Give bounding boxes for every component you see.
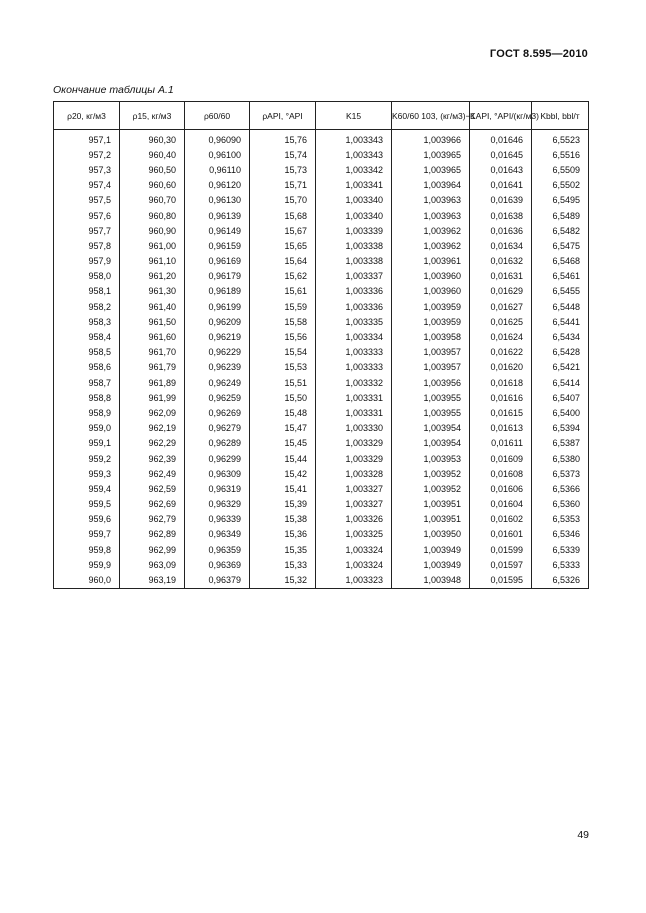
table-row [54, 360, 589, 375]
table-cell: 0,01608 [470, 466, 532, 481]
table-cell: 959,5 [54, 497, 120, 512]
table-row [54, 299, 589, 314]
table-cell: 1,003329 [316, 451, 392, 466]
page-number: 49 [577, 829, 589, 841]
table-cell: 1,003963 [392, 193, 470, 208]
table-cell: 1,003955 [392, 405, 470, 420]
table-cell: 958,7 [54, 375, 120, 390]
table-cell: 960,50 [120, 162, 185, 177]
table-cell: 0,01646 [470, 130, 532, 148]
table-cell: 15,71 [250, 178, 316, 193]
table-cell: 0,01631 [470, 269, 532, 284]
table-cell: 1,003961 [392, 254, 470, 269]
table-cell: 6,5448 [532, 299, 589, 314]
table-cell: 15,44 [250, 451, 316, 466]
table-cell: 0,96149 [185, 223, 250, 238]
table-cell: 958,6 [54, 360, 120, 375]
table-row [54, 466, 589, 481]
table-row [54, 223, 589, 238]
column-header: K15 [316, 102, 392, 130]
table-cell: 962,19 [120, 421, 185, 436]
table-cell: 0,01641 [470, 178, 532, 193]
table-row [54, 572, 589, 588]
table-cell: 0,01629 [470, 284, 532, 299]
table-cell: 15,61 [250, 284, 316, 299]
table-row [54, 178, 589, 193]
table-cell: 6,5353 [532, 512, 589, 527]
table-cell: 1,003332 [316, 375, 392, 390]
table-cell: 6,5455 [532, 284, 589, 299]
table-cell: 6,5495 [532, 193, 589, 208]
table-cell: 15,68 [250, 208, 316, 223]
table-row [54, 405, 589, 420]
table-cell: 957,2 [54, 147, 120, 162]
table-cell: 1,003329 [316, 436, 392, 451]
table-cell: 1,003955 [392, 390, 470, 405]
table-cell: 0,01599 [470, 542, 532, 557]
table-cell: 0,01602 [470, 512, 532, 527]
table-cell: 0,01615 [470, 405, 532, 420]
table-cell: 1,003953 [392, 451, 470, 466]
table-cell: 15,62 [250, 269, 316, 284]
table-cell: 6,5523 [532, 130, 589, 148]
table-cell: 15,53 [250, 360, 316, 375]
table-cell: 960,70 [120, 193, 185, 208]
table-cell: 6,5333 [532, 557, 589, 572]
table-cell: 959,9 [54, 557, 120, 572]
table-cell: 1,003957 [392, 360, 470, 375]
table-cell: 961,60 [120, 329, 185, 344]
table-row [54, 557, 589, 572]
column-header: ρAPI, °API [250, 102, 316, 130]
table-cell: 0,96349 [185, 527, 250, 542]
table-cell: 0,01618 [470, 375, 532, 390]
table-cell: 959,2 [54, 451, 120, 466]
table-cell: 6,5346 [532, 527, 589, 542]
table-cell: 0,96110 [185, 162, 250, 177]
table-cell: 1,003342 [316, 162, 392, 177]
table-cell: 0,96229 [185, 345, 250, 360]
table-cell: 0,01595 [470, 572, 532, 588]
table-cell: 6,5400 [532, 405, 589, 420]
table-cell: 0,96139 [185, 208, 250, 223]
table-cell: 1,003965 [392, 147, 470, 162]
column-header: K60/60 103, (кг/м3)−1 [392, 102, 470, 130]
table-cell: 15,50 [250, 390, 316, 405]
table-cell: 962,89 [120, 527, 185, 542]
table-cell: 1,003952 [392, 466, 470, 481]
table-cell: 1,003959 [392, 314, 470, 329]
table-cell: 15,33 [250, 557, 316, 572]
table-cell: 6,5468 [532, 254, 589, 269]
table-cell: 6,5421 [532, 360, 589, 375]
table-cell: 0,01601 [470, 527, 532, 542]
table-cell: 0,01606 [470, 481, 532, 496]
table-cell: 957,9 [54, 254, 120, 269]
table-caption: Окончание таблицы А.1 [53, 84, 174, 96]
table-cell: 1,003336 [316, 284, 392, 299]
table-row [54, 208, 589, 223]
table-cell: 15,65 [250, 238, 316, 253]
table-cell: 1,003330 [316, 421, 392, 436]
table-cell: 15,70 [250, 193, 316, 208]
table-cell: 957,5 [54, 193, 120, 208]
table-cell: 961,00 [120, 238, 185, 253]
table-cell: 958,5 [54, 345, 120, 360]
table-cell: 6,5516 [532, 147, 589, 162]
table-row [54, 390, 589, 405]
table-row [54, 481, 589, 496]
table-cell: 1,003331 [316, 405, 392, 420]
document-code: ГОСТ 8.595—2010 [489, 48, 588, 60]
table-cell: 959,7 [54, 527, 120, 542]
table-cell: 958,8 [54, 390, 120, 405]
table-row [54, 421, 589, 436]
table-header-row [54, 102, 589, 130]
table-cell: 15,42 [250, 466, 316, 481]
table-cell: 0,01638 [470, 208, 532, 223]
table-cell: 961,10 [120, 254, 185, 269]
table-cell: 1,003960 [392, 269, 470, 284]
table-cell: 958,3 [54, 314, 120, 329]
table-row [54, 314, 589, 329]
table-cell: 15,32 [250, 572, 316, 588]
table-body [54, 130, 589, 589]
table-cell: 958,0 [54, 269, 120, 284]
table-cell: 962,49 [120, 466, 185, 481]
table-cell: 0,96239 [185, 360, 250, 375]
table-cell: 0,01624 [470, 329, 532, 344]
table-cell: 963,09 [120, 557, 185, 572]
table-row [54, 451, 589, 466]
table-cell: 15,48 [250, 405, 316, 420]
table-cell: 1,003323 [316, 572, 392, 588]
table-cell: 960,40 [120, 147, 185, 162]
table-cell: 1,003949 [392, 557, 470, 572]
table-cell: 961,79 [120, 360, 185, 375]
table-cell: 6,5387 [532, 436, 589, 451]
table-cell: 962,39 [120, 451, 185, 466]
table-cell: 957,1 [54, 130, 120, 148]
table-cell: 0,01627 [470, 299, 532, 314]
table-row [54, 238, 589, 253]
table-cell: 15,67 [250, 223, 316, 238]
table-cell: 6,5394 [532, 421, 589, 436]
table-cell: 959,8 [54, 542, 120, 557]
table-cell: 0,96269 [185, 405, 250, 420]
table-cell: 6,5407 [532, 390, 589, 405]
table-cell: 1,003337 [316, 269, 392, 284]
table-cell: 0,96359 [185, 542, 250, 557]
table-cell: 15,39 [250, 497, 316, 512]
table-cell: 961,99 [120, 390, 185, 405]
table-cell: 1,003958 [392, 329, 470, 344]
table-row [54, 147, 589, 162]
table-cell: 1,003954 [392, 436, 470, 451]
table-cell: 959,3 [54, 466, 120, 481]
table-cell: 15,64 [250, 254, 316, 269]
table-cell: 0,01645 [470, 147, 532, 162]
table-cell: 0,01636 [470, 223, 532, 238]
table-cell: 1,003335 [316, 314, 392, 329]
table-cell: 1,003343 [316, 147, 392, 162]
table-cell: 6,5441 [532, 314, 589, 329]
table-cell: 957,7 [54, 223, 120, 238]
table-cell: 0,01634 [470, 238, 532, 253]
table-cell: 0,96209 [185, 314, 250, 329]
table-cell: 6,5360 [532, 497, 589, 512]
table-cell: 0,01604 [470, 497, 532, 512]
table-cell: 15,74 [250, 147, 316, 162]
table-cell: 15,73 [250, 162, 316, 177]
table-cell: 0,01611 [470, 436, 532, 451]
column-header: ρ20, кг/м3 [54, 102, 120, 130]
table-cell: 15,36 [250, 527, 316, 542]
table-cell: 961,70 [120, 345, 185, 360]
table-cell: 1,003338 [316, 254, 392, 269]
table-cell: 0,96259 [185, 390, 250, 405]
table-cell: 6,5380 [532, 451, 589, 466]
table-cell: 0,96169 [185, 254, 250, 269]
table-cell: 957,6 [54, 208, 120, 223]
table-cell: 1,003954 [392, 421, 470, 436]
table-cell: 0,96379 [185, 572, 250, 588]
table-cell: 1,003327 [316, 497, 392, 512]
table-cell: 0,96249 [185, 375, 250, 390]
table-cell: 1,003957 [392, 345, 470, 360]
table-cell: 0,96100 [185, 147, 250, 162]
table-cell: 0,01625 [470, 314, 532, 329]
table-cell: 961,50 [120, 314, 185, 329]
table-cell: 15,56 [250, 329, 316, 344]
table-cell: 959,4 [54, 481, 120, 496]
table-cell: 6,5509 [532, 162, 589, 177]
table-cell: 0,96319 [185, 481, 250, 496]
table-cell: 960,80 [120, 208, 185, 223]
table-cell: 15,58 [250, 314, 316, 329]
table-cell: 963,19 [120, 572, 185, 588]
table-row [54, 527, 589, 542]
table-cell: 958,9 [54, 405, 120, 420]
table-cell: 1,003325 [316, 527, 392, 542]
table-cell: 6,5502 [532, 178, 589, 193]
table-cell: 6,5461 [532, 269, 589, 284]
table-cell: 6,5434 [532, 329, 589, 344]
table-cell: 1,003336 [316, 299, 392, 314]
table-cell: 960,60 [120, 178, 185, 193]
table-cell: 0,96329 [185, 497, 250, 512]
table-cell: 1,003328 [316, 466, 392, 481]
table-cell: 0,96199 [185, 299, 250, 314]
table-cell: 962,99 [120, 542, 185, 557]
table-cell: 6,5339 [532, 542, 589, 557]
table-cell: 1,003959 [392, 299, 470, 314]
table-cell: 1,003338 [316, 238, 392, 253]
table-row [54, 254, 589, 269]
column-header: ρ15, кг/м3 [120, 102, 185, 130]
table-cell: 962,79 [120, 512, 185, 527]
column-header: Kbbl, bbl/т [532, 102, 589, 130]
table-cell: 6,5428 [532, 345, 589, 360]
table-row [54, 345, 589, 360]
table-cell: 0,01622 [470, 345, 532, 360]
table-cell: 0,01643 [470, 162, 532, 177]
table-cell: 15,51 [250, 375, 316, 390]
table-cell: 962,69 [120, 497, 185, 512]
table-row [54, 193, 589, 208]
table-cell: 961,20 [120, 269, 185, 284]
table-cell: 15,54 [250, 345, 316, 360]
table-cell: 1,003333 [316, 360, 392, 375]
table-row [54, 436, 589, 451]
table-cell: 0,96159 [185, 238, 250, 253]
table-cell: 0,01616 [470, 390, 532, 405]
table-cell: 1,003952 [392, 481, 470, 496]
table-cell: 0,96369 [185, 557, 250, 572]
table-cell: 958,2 [54, 299, 120, 314]
table-cell: 960,0 [54, 572, 120, 588]
table-cell: 1,003951 [392, 497, 470, 512]
table-cell: 1,003326 [316, 512, 392, 527]
table-row [54, 542, 589, 557]
column-header: KAPI, °API/(кг/м3) [470, 102, 532, 130]
table-cell: 1,003334 [316, 329, 392, 344]
table-row [54, 284, 589, 299]
table-cell: 15,35 [250, 542, 316, 557]
table-cell: 1,003964 [392, 178, 470, 193]
table-cell: 1,003333 [316, 345, 392, 360]
table-cell: 1,003324 [316, 557, 392, 572]
table-cell: 6,5475 [532, 238, 589, 253]
table-cell: 1,003949 [392, 542, 470, 557]
table-cell: 0,96219 [185, 329, 250, 344]
table-cell: 959,1 [54, 436, 120, 451]
table-cell: 1,003948 [392, 572, 470, 588]
table-cell: 1,003956 [392, 375, 470, 390]
table-row [54, 162, 589, 177]
table-row [54, 329, 589, 344]
table-cell: 959,0 [54, 421, 120, 436]
table-cell: 1,003951 [392, 512, 470, 527]
table-row [54, 130, 589, 148]
table-cell: 6,5373 [532, 466, 589, 481]
table-cell: 6,5482 [532, 223, 589, 238]
table-row [54, 375, 589, 390]
table-cell: 1,003340 [316, 193, 392, 208]
table-cell: 1,003343 [316, 130, 392, 148]
table-cell: 1,003324 [316, 542, 392, 557]
table-cell: 957,8 [54, 238, 120, 253]
table-cell: 962,29 [120, 436, 185, 451]
table-cell: 1,003965 [392, 162, 470, 177]
column-header: ρ60/60 [185, 102, 250, 130]
table-cell: 15,76 [250, 130, 316, 148]
table-cell: 0,96289 [185, 436, 250, 451]
table-cell: 1,003327 [316, 481, 392, 496]
table-cell: 15,38 [250, 512, 316, 527]
table-row [54, 497, 589, 512]
table-cell: 0,01613 [470, 421, 532, 436]
table-cell: 1,003331 [316, 390, 392, 405]
table-row [54, 269, 589, 284]
table-cell: 962,59 [120, 481, 185, 496]
table-cell: 1,003962 [392, 223, 470, 238]
table-cell: 0,96309 [185, 466, 250, 481]
table-cell: 1,003340 [316, 208, 392, 223]
table-cell: 6,5326 [532, 572, 589, 588]
table-cell: 6,5414 [532, 375, 589, 390]
table-cell: 0,96130 [185, 193, 250, 208]
table-cell: 6,5489 [532, 208, 589, 223]
table-cell: 961,40 [120, 299, 185, 314]
table-row [54, 512, 589, 527]
table-cell: 1,003966 [392, 130, 470, 148]
table-cell: 0,96179 [185, 269, 250, 284]
table-cell: 0,01597 [470, 557, 532, 572]
table-cell: 962,09 [120, 405, 185, 420]
table-cell: 0,96339 [185, 512, 250, 527]
table-cell: 961,89 [120, 375, 185, 390]
table-cell: 960,90 [120, 223, 185, 238]
table-cell: 0,01609 [470, 451, 532, 466]
table-cell: 15,59 [250, 299, 316, 314]
density-table [53, 101, 589, 589]
table-cell: 958,1 [54, 284, 120, 299]
table-cell: 0,01632 [470, 254, 532, 269]
table-cell: 1,003341 [316, 178, 392, 193]
table-cell: 15,47 [250, 421, 316, 436]
table-cell: 0,96279 [185, 421, 250, 436]
table-cell: 0,96120 [185, 178, 250, 193]
table-cell: 959,6 [54, 512, 120, 527]
table-cell: 0,96189 [185, 284, 250, 299]
table-cell: 1,003339 [316, 223, 392, 238]
table-cell: 0,96090 [185, 130, 250, 148]
table-cell: 0,01620 [470, 360, 532, 375]
table-cell: 1,003950 [392, 527, 470, 542]
table-cell: 961,30 [120, 284, 185, 299]
table-cell: 957,4 [54, 178, 120, 193]
table-cell: 6,5366 [532, 481, 589, 496]
table-cell: 15,45 [250, 436, 316, 451]
table-cell: 1,003962 [392, 238, 470, 253]
table-cell: 0,01639 [470, 193, 532, 208]
table-cell: 958,4 [54, 329, 120, 344]
table-cell: 1,003960 [392, 284, 470, 299]
table-cell: 957,3 [54, 162, 120, 177]
table-cell: 0,96299 [185, 451, 250, 466]
table-cell: 960,30 [120, 130, 185, 148]
table-cell: 1,003963 [392, 208, 470, 223]
table-cell: 15,41 [250, 481, 316, 496]
